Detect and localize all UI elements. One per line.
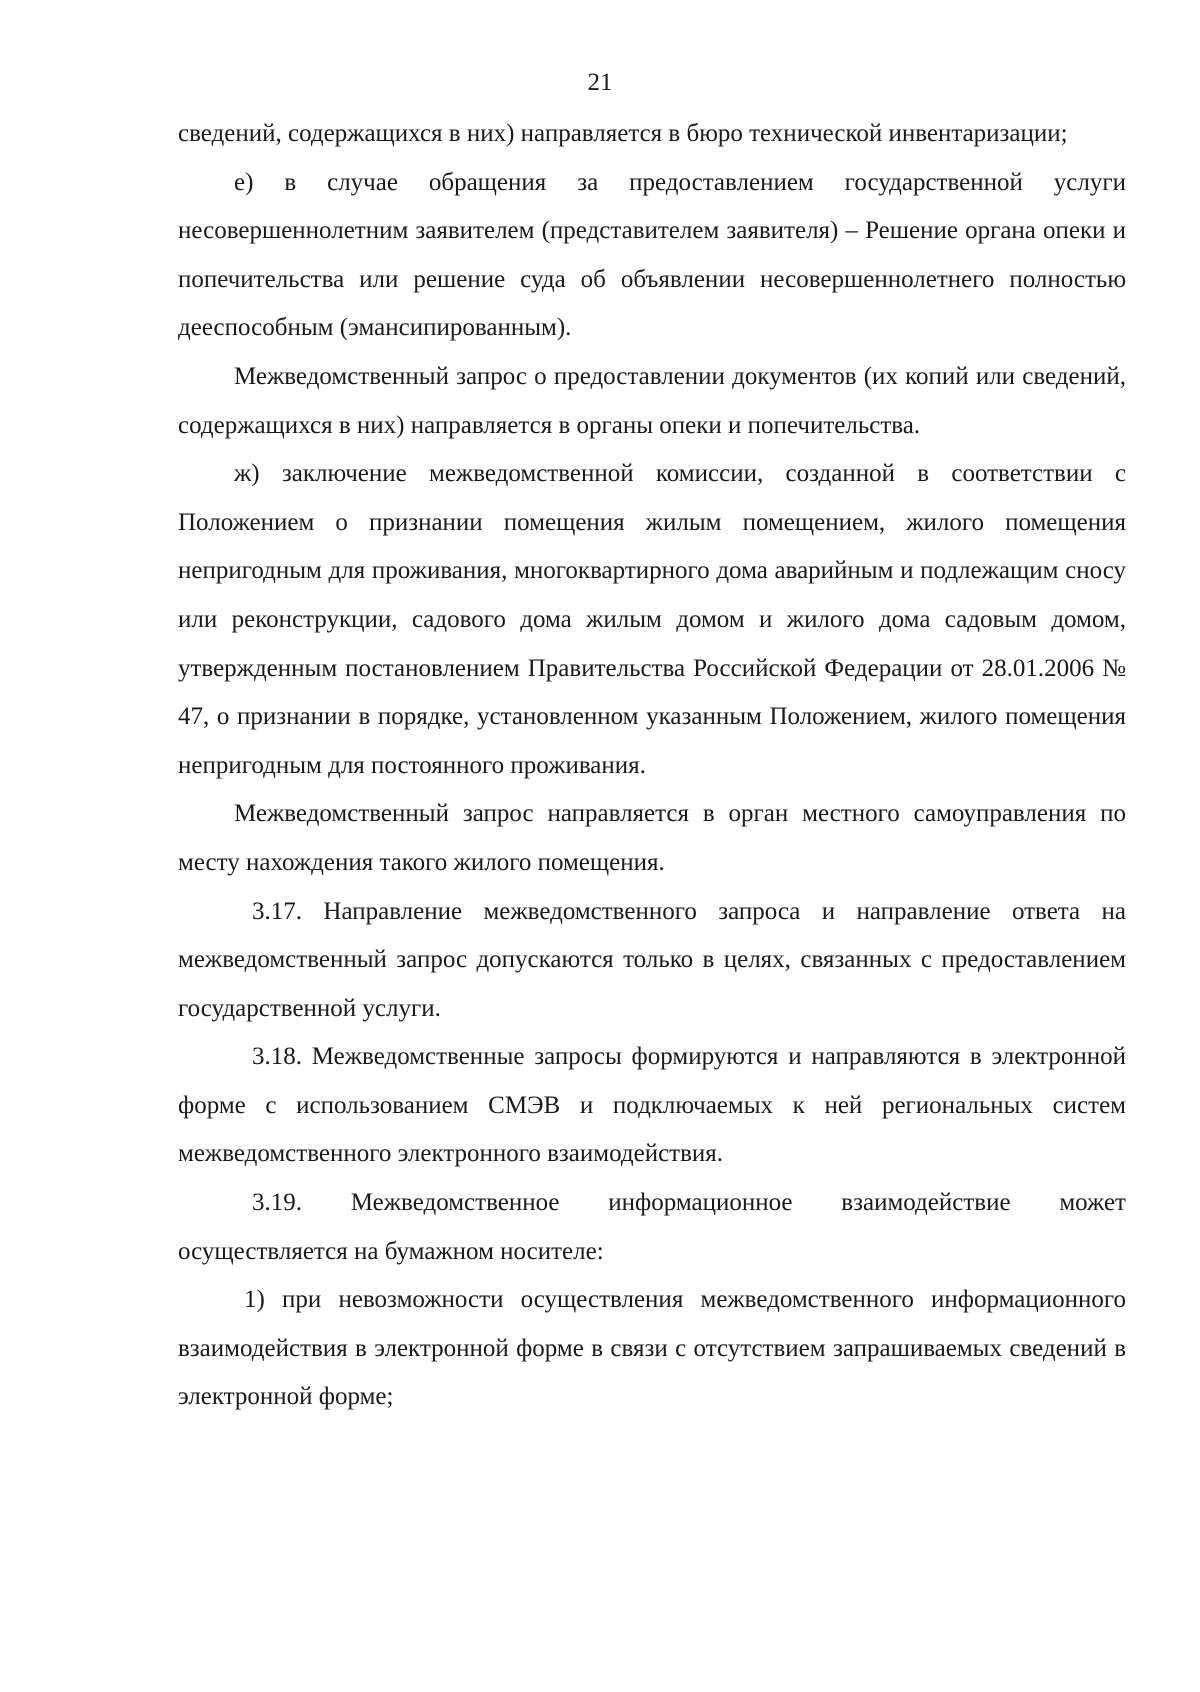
paragraph-subitem-1: 1) при невозможности осуществления межведомственного информационного взаимодействия в электронной форме в связи с отсутствием запрашиваемых сведений в электронной форме; <box>178 1286 1126 1411</box>
paragraph-3-19: 3.19. Межведомственное информационное взаимодействие может осуществляется на бумажном носителе: <box>178 1189 1126 1265</box>
paragraph-continuation: сведений, содержащихся в них) направляется в бюро технической инвентаризации; <box>178 120 1068 147</box>
paragraph-request-guardianship: Межведомственный запрос о предоставлении документов (их копий или сведений, содержащихся в них) направляется в органы опеки и попечительства. <box>178 362 1126 439</box>
paragraph-item-zh: ж) заключение межведомственной комиссии, созданной в соответствии с Положением о признании помещения жилым помещением, жилого помещения непригодным для проживания, многоквартирного дома аварийным и подлежащим сносу или реконструкции, садового дома жилым домом и жилого дома садовым домом, утвержденным постановлением Правительства Российской Федерации от 28.01.2006 № 47, о признании в порядке, установленном указанным Положением, жилого помещения непригодным для постоянного проживания. <box>178 460 1126 779</box>
document-body <box>178 110 1126 1422</box>
paragraph-item-e: е) в случае обращения за предоставлением государственной услуги несовершеннолетним заявителем (представителем заявителя) – Решение органа опеки и попечительства или решение суда об объявлении несовершеннолетнего полностью дееспособным (эмансипированным). <box>178 168 1126 342</box>
paragraph-3-17: 3.17. Направление межведомственного запроса и направление ответа на межведомственный запрос допускаются только в целях, связанных с предоставлением государственной услуги. <box>178 897 1126 1022</box>
paragraph-request-local-government: Межведомственный запрос направляется в орган местного самоуправления по месту нахождения такого жилого помещения. <box>178 800 1126 876</box>
page-number: 21 <box>587 69 613 96</box>
paragraph-3-18: 3.18. Межведомственные запросы формируются и направляются в электронной форме с использованием СМЭВ и подключаемых к ней региональных систем межведомственного электронного взаимодействия. <box>178 1043 1126 1168</box>
